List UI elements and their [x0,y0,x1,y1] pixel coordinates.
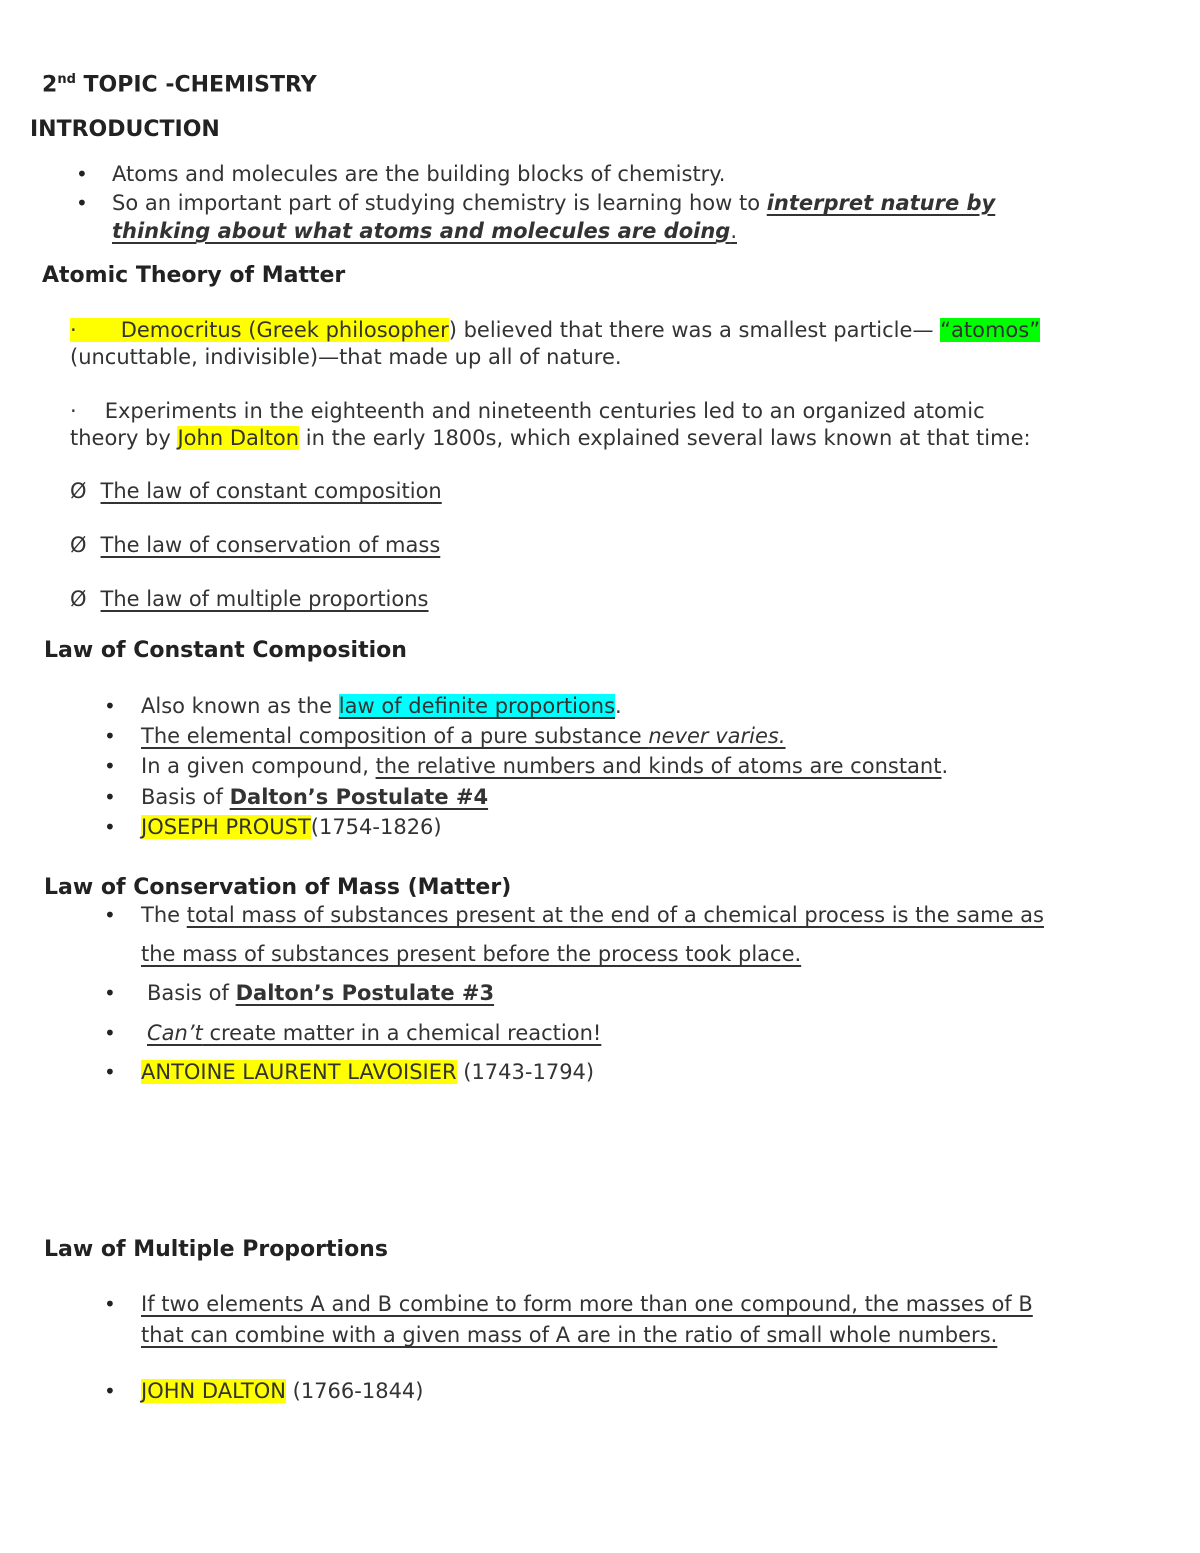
atomic-theory-heading: Atomic Theory of Matter [42,263,346,288]
multiple-bullet-2: JOHN DALTON (1766-1844) [141,1379,424,1403]
bullet-icon: • [104,724,116,748]
democritus-line-2: (uncuttable, indivisible)—that made up all of nature. [70,345,622,369]
bullet-icon: • [104,694,116,718]
arrow-icon: Ø [70,587,87,611]
page-title: 2nd TOPIC -CHEMISTRY [42,72,317,98]
conservation-bullet-1-cont: the mass of substances present before the process took place. [141,942,802,966]
multiple-bullet-1: If two elements A and B combine to form more than one compound, the masses of B [141,1292,1033,1316]
multiple-proportions-heading: Law of Multiple Proportions [44,1237,388,1262]
bullet-icon: • [104,1021,116,1045]
dalton-line-2: theory by John Dalton in the early 1800s, which explained several laws known at that time: [70,426,1031,450]
bullet-icon: • [104,903,116,927]
constant-bullet-4: Basis of Dalton’s Postulate #4 [141,785,489,809]
conservation-bullet-1: The total mass of substances present at the end of a chemical process is the same as [141,903,1044,927]
constant-bullet-5: JOSEPH PROUST(1754-1826) [141,815,442,839]
constant-bullet-1: Also known as the law of definite proportions. [141,694,622,718]
bullet-icon: • [104,1379,116,1403]
multiple-bullet-1-cont: that can combine with a given mass of A are in the ratio of small whole numbers. [141,1323,998,1347]
arrow-icon: Ø [70,533,87,557]
conservation-bullet-4: ANTOINE LAURENT LAVOISIER (1743-1794) [141,1060,595,1084]
bullet-icon: • [104,1060,116,1084]
bullet-icon: • [104,1292,116,1316]
intro-bullet-2: So an important part of studying chemistry is learning how to interpret nature by [112,191,996,215]
bullet-icon: • [76,191,88,215]
constant-bullet-2: The elemental composition of a pure substance never varies. [141,724,786,748]
constant-composition-heading: Law of Constant Composition [44,638,407,663]
bullet-icon: • [104,981,116,1005]
law-item: Ø The law of multiple proportions [70,587,429,611]
intro-bullet-2-cont: thinking about what atoms and molecules are doing. [112,219,737,243]
bullet-icon: • [76,162,88,186]
conservation-bullet-3: Can’t create matter in a chemical reaction! [147,1021,602,1045]
bullet-icon: • [104,754,116,778]
intro-bullet-1: Atoms and molecules are the building blocks of chemistry. [112,162,726,186]
law-item: Ø The law of constant composition [70,479,442,503]
bullet-icon: • [104,785,116,809]
introduction-heading: INTRODUCTION [30,117,220,142]
conservation-bullet-2: Basis of Dalton’s Postulate #3 [147,981,495,1005]
conservation-heading: Law of Conservation of Mass (Matter) [44,875,512,900]
constant-bullet-3: In a given compound, the relative numbers and kinds of atoms are constant. [141,754,949,778]
law-item: Ø The law of conservation of mass [70,533,441,557]
democritus-line-1: · Democritus (Greek philosopher) believed that there was a smallest particle— “atomos” [70,318,1041,342]
dalton-line-1: · Experiments in the eighteenth and nineteenth centuries led to an organized atomic [70,399,985,423]
arrow-icon: Ø [70,479,87,503]
bullet-icon: • [104,815,116,839]
